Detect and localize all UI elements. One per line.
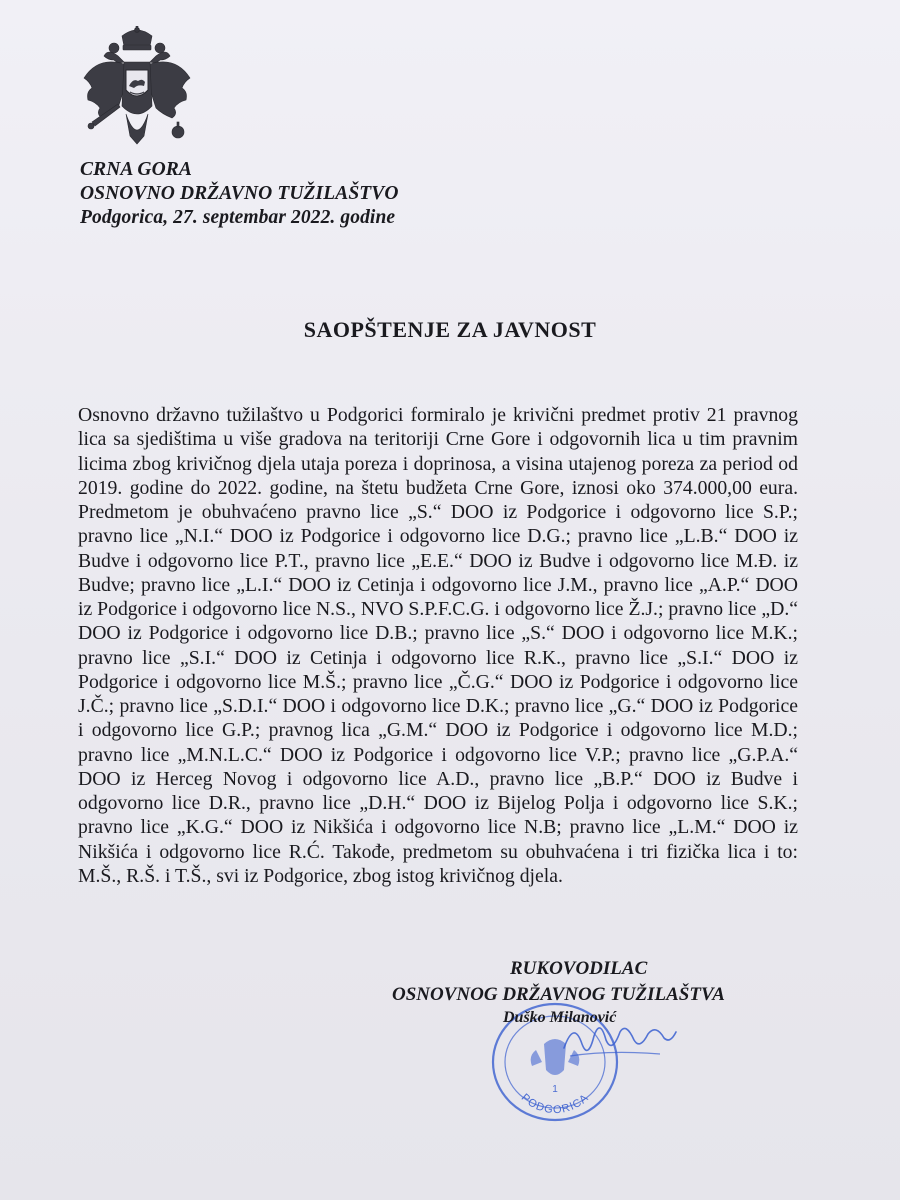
signatory-name: Duško Milanović xyxy=(503,1009,617,1026)
svg-text:PODGORICA xyxy=(519,1092,591,1116)
signatory-role: RUKOVODILAC xyxy=(510,958,648,979)
document-title: SAOPŠTENJE ZA JAVNOST xyxy=(303,317,597,342)
stamp-city-text: PODGORICA xyxy=(518,1091,592,1117)
press-release-body: Osnovno državno tužilaštvo u Podgorici formiralo je krivični predmet protiv 21 pravnog lica sa sjedištima u više gradova na teritoriji Crne Gore i odgovornih lica u tim pravnim licima zbog krivičnog djela utaja poreza i doprinosa, a visina utajenog poreza za period od 2019. godine do 2022. godine, na štetu budžeta Crne Gore, iznosi oko 374.000,00 eura. Predmetom je obuhvaćeno pravno lice „S.“ DOO iz Podgorice i odgovorno lice S.P.; pravno lice „N.I.“ DOO iz Podgorice i odgovorno lice D.G.; pravno lice „L.B.“ DOO iz Budve i odgovorno lice P.T., pravno lice „E.E.“ DOO iz Budve i odgovorno lice M.Đ. iz Budve; pravno lice „L.I.“ DOO iz Cetinja i odgovorno lice J.M., pravno lice „A.P.“ DOO iz Podgorice i odgovorno lice N.S., NVO S.P.F.C.G. i odgovorno lice Ž.J.; pravno lice „D.“ DOO iz Podgorice i odgovorno lice D.B.; pravno lice „S.“ DOO i odgovorno lice M.K.; pravno lice „S.I.“ DOO iz Cetinja i odgovorno lice R.K., pravno lice „S.I.“ DOO iz Podgorice i odgovorno lice M.Š.; pravno lice „Č.G.“ DOO iz Podgorice i odgovorno lice J.Č.; pravno lice „S.D.I.“ DOO i odgovorno lice D.K.; pravno lice „G.“ DOO iz Podgorice i odgovorno lice G.P.; pravnog lica „G.M.“ DOO iz Podgorice i odgovorno lice M.D.; pravno lice „M.N.L.C.“ DOO iz Podgorice i odgovorno lice V.P.; pravno lice „G.P.A.“ DOO iz Herceg Novog i odgovorno lice A.D., pravno lice „B.P.“ DOO iz Budve i odgovorno lice D.R., pravno lice „D.H.“ DOO iz Bijelog Polja i odgovorno lice S.K.; pravno lice „K.G.“ DOO iz Nikšića i odgovorno lice N.B; pravno lice „L.M.“ DOO iz Nikšića i odgovorno lice R.Ć. Takođe, predmetom su obuhvaćena i tri fizička lica i to: M.Š., R.Š. i T.Š., svi iz Podgorice, zbog istog krivičnog djela. xyxy=(78,404,798,887)
stamp-number: 1 xyxy=(552,1084,558,1095)
office-name: OSNOVNO DRŽAVNO TUŽILAŠTVO xyxy=(80,183,399,204)
coat-of-arms-emblem xyxy=(78,26,196,158)
country-name: CRNA GORA xyxy=(80,159,192,180)
signatory-organization: OSNOVNOG DRŽAVNOG TUŽILAŠTVA xyxy=(392,984,725,1005)
place-date: Podgorica, 27. septembar 2022. godine xyxy=(80,207,396,228)
header-block xyxy=(80,158,399,230)
